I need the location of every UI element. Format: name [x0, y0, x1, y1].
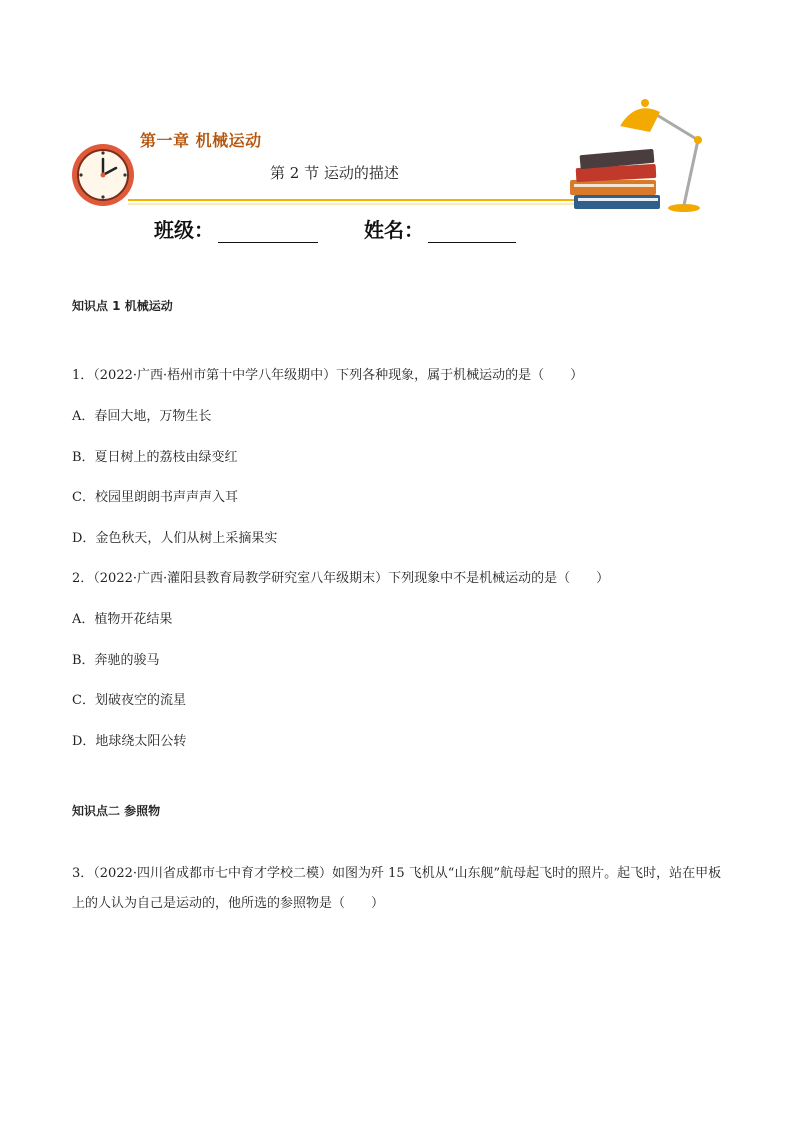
question-2-stem: 2．（2022·广西·灌阳县教育局教学研究室八年级期末）下列现象中不是机械运动的是（ ）: [72, 571, 610, 586]
knowledge-point-2: 知识点二 参照物: [72, 804, 161, 818]
class-field: [154, 214, 318, 243]
knowledge-point-1: 知识点 1 机械运动: [72, 299, 173, 313]
question-2-option-a: A．植物开花结果: [72, 612, 173, 627]
clock-icon: [72, 144, 134, 206]
chapter-title: 第一章 机械运动: [140, 131, 262, 150]
books-icon: [570, 149, 660, 209]
question-1-option-a: A．春回大地，万物生长: [72, 409, 212, 424]
question-2-option-c: C．划破夜空的流星: [72, 693, 186, 708]
class-blank[interactable]: [218, 222, 318, 243]
question-3-stem: 3．（2022·四川省成都市七中育才学校二模）如图为歼 15 飞机从“山东舰”航母起飞时的照片。起飞时，站在甲板上的人认为自己是运动的，他所选的参照物是（ ）: [72, 866, 722, 911]
question-1-option-c: C．校园里朗朗书声声声入耳: [72, 490, 238, 505]
question-1-option-d: D．金色秋天，人们从树上采摘果实: [72, 531, 278, 546]
name-label: 姓名：: [364, 218, 424, 242]
page-header: [0, 0, 794, 260]
question-2-option-d: D．地球绕太阳公转: [72, 734, 187, 749]
question-2-option-b: B．奔驰的骏马: [72, 653, 160, 668]
class-label: 班级：: [154, 218, 214, 242]
section-title: 第 2 节 运动的描述: [270, 164, 399, 182]
question-1-stem: 1．（2022·广西·梧州市第十中学八年级期中）下列各种现象，属于机械运动的是（ ）: [72, 368, 584, 383]
name-field: [364, 214, 516, 243]
question-1-option-b: B．夏日树上的荔枝由绿变红: [72, 450, 238, 465]
name-blank[interactable]: [428, 222, 516, 243]
